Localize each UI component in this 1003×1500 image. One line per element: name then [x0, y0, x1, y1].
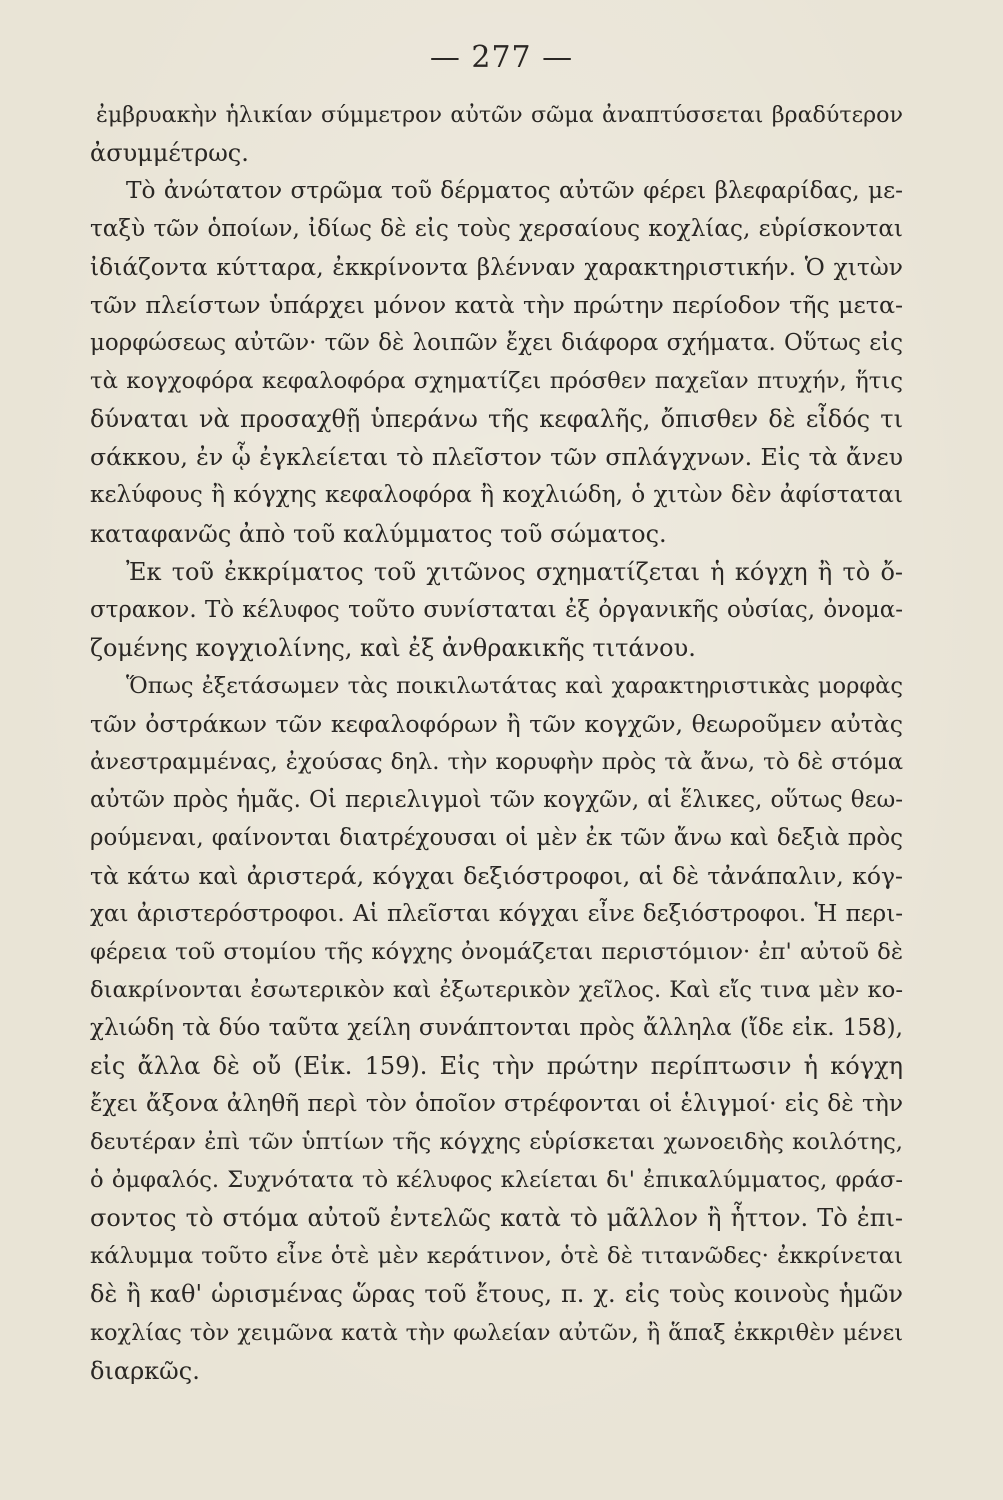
text-line: ρούμεναι, φαίνονται διατρέχουσαι οἱ μὲν ἐκ τῶν ἄνω καὶ δεξιὰ πρὸς [90, 824, 903, 851]
text-line: ἔχει ἄξονα ἀληθῆ περὶ τὸν ὁποῖον στρέφονται οἱ ἑλιγμοί· εἰς δὲ τὴν [90, 1090, 903, 1118]
text-line: σάκκου, ἐν ᾧ ἐγκλείεται τὸ πλεῖστον τῶν σπλάγχνων. Εἰς τὰ ἄνευ [90, 443, 903, 472]
text-line: εἰς ἄλλα δὲ οὔ (Εἰκ. 159). Εἰς τὴν πρώτην περίπτωσιν ἡ κόγχη [90, 1052, 903, 1081]
page-number: — 277 — [429, 40, 574, 75]
text-line: ἀνεστραμμένας, ἐχούσας δηλ. τὴν κορυφὴν πρὸς τὰ ἄνω, τὸ δὲ στόμα [90, 748, 903, 775]
text-line: δύναται νὰ προσαχθῇ ὑπεράνω τῆς κεφαλῆς, ὄπισθεν δὲ εἶδός τι [90, 405, 903, 434]
text-line: ἰδιάζοντα κύτταρα, ἐκκρίνοντα βλένναν χαρακτηριστικήν. Ὁ χιτὼν [90, 253, 903, 282]
text-line: κελύφους ἢ κόγχης κεφαλοφόρα ἢ κοχλιώδη, ὁ χιτὼν δὲν ἀφίσταται [90, 481, 903, 509]
text-line: αὐτῶν πρὸς ἡμᾶς. Οἱ περιελιγμοὶ τῶν κογχῶν, αἱ ἕλικες, οὕτως θεω- [90, 786, 903, 813]
text-line: κοχλίας τὸν χειμῶνα κατὰ τὴν φωλείαν αὐτῶν, ἢ ἅπαξ ἐκκριθὲν μένει [90, 1319, 903, 1346]
text-line: χαι ἀριστερόστροφοι. Αἱ πλεῖσται κόγχαι εἶνε δεξιόστροφοι. Ἡ περι- [90, 900, 903, 927]
text-line: ταξὺ τῶν ὁποίων, ἰδίως δὲ εἰς τοὺς χερσαίους κοχλίας, εὑρίσκονται [90, 216, 903, 243]
text-line: τὰ κογχοφόρα κεφαλοφόρα σχηματίζει πρόσθεν παχεῖαν πτυχήν, ἥτις [90, 368, 903, 395]
text-line: στρακον. Τὸ κέλυφος τοῦτο συνίσταται ἐξ ὀργανικῆς οὐσίας, ὀνομα- [90, 596, 903, 623]
text-line: ἐμβρυακὴν ἡλικίαν σύμμετρον αὐτῶν σῶμα ἀναπτύσσεται βραδύτερον [96, 102, 903, 128]
text-line: δὲ ἢ καθ' ὡρισμένας ὥρας τοῦ ἔτους, π. χ. εἰς τοὺς κοινοὺς ἡμῶν [90, 1280, 903, 1309]
text-line: χλιώδη τὰ δύο ταῦτα χείλη συνάπτονται πρὸς ἄλληλα (ἴδε εἰκ. 158), [90, 1015, 903, 1042]
text-line: ἀσυμμέτρως. [90, 139, 249, 168]
text-line: Ἐκ τοῦ ἐκκρίματος τοῦ χιτῶνος σχηματίζεται ἡ κόγχη ἢ τὸ ὄ- [126, 557, 903, 586]
text-line: τὰ κάτω καὶ ἀριστερά, κόγχαι δεξιόστροφοι, αἱ δὲ τἀνάπαλιν, κόγ- [90, 861, 903, 890]
text-line: ὁ ὀμφαλός. Συχνότατα τὸ κέλυφος κλείεται δι' ἐπικαλύμματος, φράσ- [90, 1167, 903, 1194]
text-line: φέρεια τοῦ στομίου τῆς κόγχης ὀνομάζεται περιστόμιον· ἐπ' αὐτοῦ δὲ [90, 939, 903, 966]
text-line: Τὸ ἀνώτατον στρῶμα τοῦ δέρματος αὐτῶν φέρει βλεφαρίδας, με- [126, 177, 903, 205]
body-text [90, 96, 903, 1390]
text-line: Ὅπως ἐξετάσωμεν τὰς ποικιλωτάτας καὶ χαρακτηριστικὰς μορφὰς [126, 672, 903, 699]
text-line: τῶν ὀστράκων τῶν κεφαλοφόρων ἢ τῶν κογχῶν, θεωροῦμεν αὐτὰς [90, 709, 903, 738]
text-line: δευτέραν ἐπὶ τῶν ὑπτίων τῆς κόγχης εὑρίσκεται χωνοειδὴς κοιλότης, [90, 1129, 903, 1156]
text-line: σοντος τὸ στόμα αὐτοῦ ἐντελῶς κατὰ τὸ μᾶλλον ἢ ἧττον. Τὸ ἐπι- [90, 1204, 903, 1233]
text-line: τῶν πλείστων ὑπάρχει μόνον κατὰ τὴν πρώτην περίοδον τῆς μετα- [90, 291, 903, 320]
text-line: ζομένης κογχιολίνης, καὶ ἐξ ἀνθρακικῆς τιτάνου. [90, 633, 696, 662]
text-line: κάλυμμα τοῦτο εἶνε ὁτὲ μὲν κεράτινον, ὁτὲ δὲ τιτανῶδες· ἐκκρίνεται [90, 1243, 903, 1270]
text-line: διακρίνονται ἐσωτερικὸν καὶ ἐξωτερικὸν χεῖλος. Καὶ εἴς τινα μὲν κο- [90, 977, 903, 1004]
text-line: μορφώσεως αὐτῶν· τῶν δὲ λοιπῶν ἔχει διάφορα σχήματα. Οὕτως εἰς [90, 330, 903, 357]
text-line: καταφανῶς ἀπὸ τοῦ καλύμματος τοῦ σώματος. [90, 519, 667, 548]
text-line: διαρκῶς. [90, 1356, 200, 1385]
